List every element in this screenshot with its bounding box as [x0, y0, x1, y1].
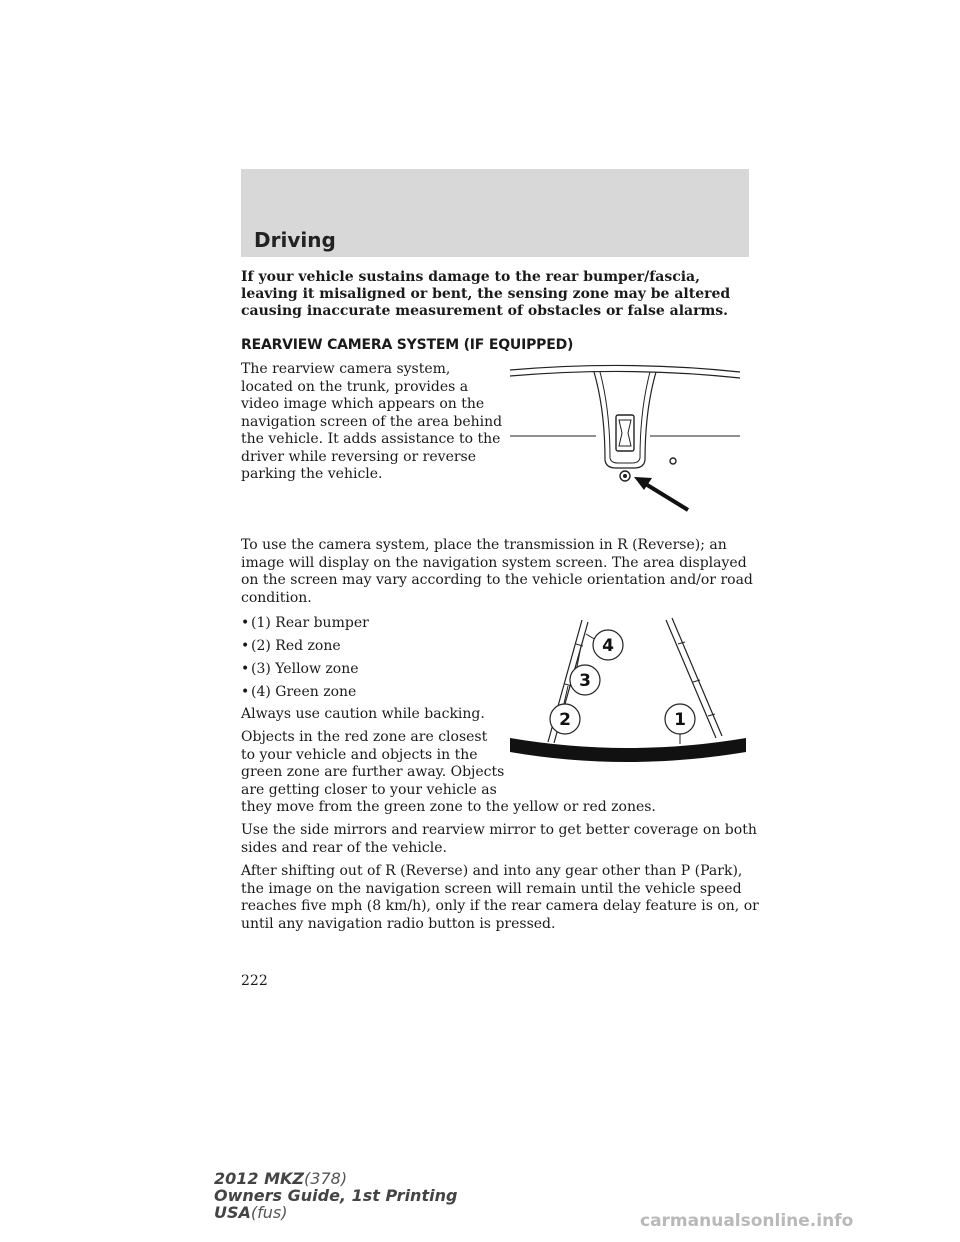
list-item: • (4) Green zone [241, 684, 357, 700]
text-line: parking the vehicle. [241, 466, 383, 482]
camera-zones-illustration [508, 612, 750, 768]
bullet-icon: • [241, 661, 250, 677]
text-line: are getting closer to your vehicle as [241, 781, 497, 798]
warning-text: If your vehicle sustains damage to the rear bumper/fascia, leaving it misaligned or bent, the sensing zone may be altered causing inaccurate measurement of obstacles or false alarms. [241, 269, 731, 319]
page-number: 222 [241, 973, 268, 989]
text-line: To use the camera system, place the transmission in R (Reverse); an [241, 537, 727, 553]
text-line: green zone are further away. Objects [241, 764, 505, 780]
text-line: reaches five mph (8 km/h), only if the rear camera delay feature is on, or [241, 898, 759, 914]
text-line: After shifting out of R (Reverse) and into any gear other than P (Park), [241, 863, 743, 879]
footer-guide: Owners Guide, 1st Printing [214, 1186, 458, 1205]
text-line: they move from the green zone to the yellow or red zones. [241, 799, 656, 815]
text-line: Objects in the red zone are closest [241, 729, 488, 745]
text-line: condition. [241, 589, 312, 606]
text-line: image will display on the navigation system screen. The area displayed [241, 554, 747, 571]
text-line: to your vehicle and objects in the [241, 746, 478, 763]
caution-text: Always use caution while backing. [241, 706, 485, 722]
text-line: on the screen may vary according to the vehicle orientation and/or road [241, 572, 753, 588]
callout-label-4: 4 [602, 636, 614, 656]
footer-model: 2012 MKZ [214, 1169, 305, 1188]
bullet-icon: • [241, 615, 250, 631]
list-item: • (2) Red zone [241, 638, 341, 654]
text-line: the image on the navigation screen will remain until the vehicle speed [241, 880, 742, 897]
text-line: the vehicle. It adds assistance to the [241, 431, 501, 447]
text-line: located on the trunk, provides a [241, 378, 469, 395]
callout-label-2: 2 [559, 710, 571, 730]
callout-label-1: 1 [674, 710, 686, 730]
text-line: navigation screen of the area behind [241, 413, 503, 430]
text-line: Use the side mirrors and rearview mirror to get better coverage on both [241, 822, 757, 838]
text-line: sides and rear of the vehicle. [241, 839, 447, 856]
text-line: The rearview camera system, [241, 361, 451, 377]
footer-market: USA [214, 1203, 251, 1222]
footer-model-code: (378) [304, 1169, 348, 1188]
print-footer [214, 1170, 457, 1221]
bullet-icon: • [241, 684, 250, 700]
callout-label-3: 3 [579, 671, 591, 691]
watermark: carmanualsonline.info [640, 1211, 854, 1231]
list-item: • (3) Yellow zone [241, 661, 359, 677]
camera-location-illustration [510, 360, 746, 520]
section-heading: REARVIEW CAMERA SYSTEM (IF EQUIPPED) [241, 337, 574, 353]
footer-market-code: (fus) [250, 1203, 288, 1222]
text-line: driver while reversing or reverse [241, 448, 477, 465]
bullet-icon: • [241, 638, 250, 654]
list-item: • (1) Rear bumper [241, 615, 369, 631]
section-title: Driving [254, 228, 336, 252]
text-line: until any navigation radio button is pressed. [241, 915, 556, 932]
text-line: video image which appears on the [241, 396, 485, 412]
